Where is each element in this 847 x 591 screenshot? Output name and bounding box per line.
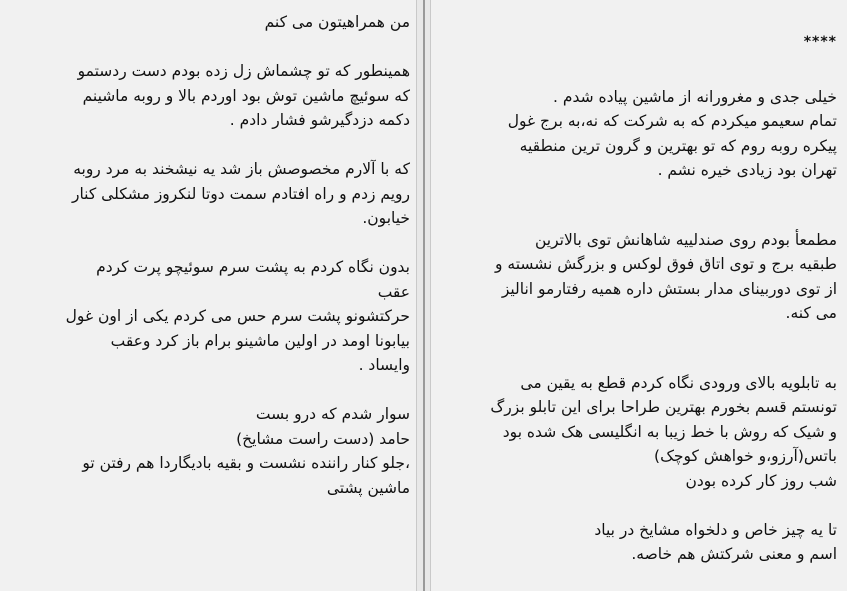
right-paragraph-3: به تابلویه بالای ورودی نگاه کردم قطع به یقین می تونستم قسم بخورم بهترین طراحا برای این تابلو بزرگ و شیک که روش با خط زیبا به انگلیسی هک شده بود باتس(آرزو،و خواهش کوچک) شب روز کار کرده بودن [490,373,837,490]
right-paragraph-2: مطمعأ بودم روی صندلییه شاهانش توی بالاترین طبقیه برج و توی اتاق فوق لوکس و بزرگش نشسته و از توی دوربینای مدار بستش داره همیه رفتارمو انالیز می کنه. [494,230,837,322]
left-page [0,0,416,591]
right-paragraph-1: خیلی جدی و مغرورانه از ماشین پیاده شدم . تمام سعیمو میکردم که به شرکت که نه،به برج غول پیکره روبه روم که تو بهترین و گرون ترین منطقیه تهران بود زیادی خیره نشم . [507,87,837,179]
page-gutter [416,0,431,591]
left-paragraph-2: همینطور که تو چشماش زل زده بودم دست ردستمو که سوئیچ ماشین توش بود اوردم بالا و روبه ماشینم دکمه دزدگیرشو فشار دادم . [77,62,410,129]
left-paragraph-6: سوار شدم که درو بست حامد (دست راست مشایخ) ،جلو کنار راننده نشست و بقیه بادیگاردا هم رفتن تو ماشین پشتی [82,405,410,497]
left-paragraph-3: که با آلارم مخصوصش باز شد یه نیشخند به مرد روبه رویم زدم و راه افتادم سمت دوتا لنکروز مشکلی کنار خیابون. [71,160,410,227]
section-break-stars: **** [803,34,837,50]
gutter-divider [423,0,425,591]
left-paragraph-1: من همراهیتون می کنم [264,13,410,31]
right-paragraph-4: تا یه چیز خاص و دلخواه مشایخ در بیاد اسم و معنی شرکتش هم خاصه. [594,520,837,563]
left-paragraph-5: حرکتشونو پشت سرم حس می کردم یکی از اون غول بیابونا اومد در اولین ماشینو برام باز کرد وعقب وایساد . [65,307,410,374]
right-page [431,0,847,591]
left-paragraph-4: بدون نگاه کردم به پشت سرم سوئیچو پرت کردم عقب [96,258,410,301]
